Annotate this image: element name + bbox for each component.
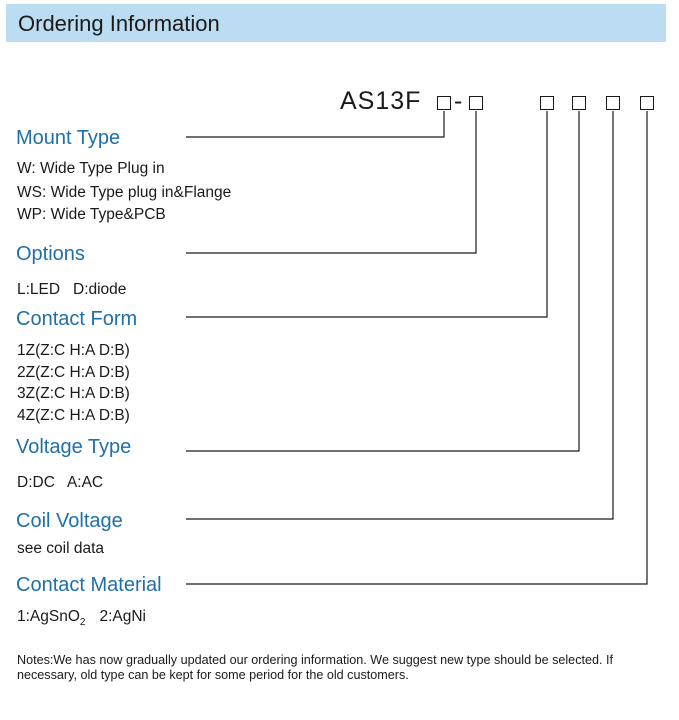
- section-title-contact-material: Contact Material: [16, 574, 162, 596]
- mount-type-option: WP: Wide Type&PCB: [17, 206, 166, 223]
- notes-text: Notes:We has now gradually updated our ordering information. We suggest new type should be selected. If necessary, old type can be kept for some period for the old customers.: [17, 653, 613, 682]
- voltage-type-values: D:DC A:AC: [17, 474, 104, 491]
- contact-material-subscript: 2: [79, 617, 86, 629]
- section-title-mount-type: Mount Type: [16, 127, 121, 149]
- page-title: Ordering Information: [18, 11, 220, 36]
- section-title-voltage-type: Voltage Type: [16, 436, 132, 458]
- contact-form-option: 2Z(Z:C H:A D:B): [17, 364, 130, 381]
- code-separator: -: [454, 87, 464, 115]
- connector-contact-material: [186, 111, 647, 584]
- contact-form-option: 1Z(Z:C H:A D:B): [17, 342, 130, 359]
- contact-material-option-2: 2:AgNi: [99, 608, 146, 625]
- coil-voltage-note: see coil data: [17, 540, 105, 557]
- contact-form-option: 3Z(Z:C H:A D:B): [17, 385, 130, 402]
- options-values: L:LED D:diode: [17, 281, 127, 298]
- connector-contact-form: [186, 111, 547, 317]
- code-prefix: AS13F: [340, 87, 422, 115]
- contact-form-option: 4Z(Z:C H:A D:B): [17, 407, 130, 424]
- mount-type-option: WS: Wide Type plug in&Flange: [17, 184, 232, 201]
- connector-mount-type: [186, 111, 444, 137]
- contact-material-values: [17, 605, 146, 634]
- section-title-options: Options: [16, 243, 85, 265]
- connector-coil-voltage: [186, 111, 613, 519]
- section-title-contact-form: Contact Form: [16, 308, 138, 330]
- section-title-coil-voltage: Coil Voltage: [16, 510, 123, 532]
- mount-type-option: W: Wide Type Plug in: [17, 160, 165, 177]
- contact-material-option-1: 1:AgSnO: [17, 608, 80, 625]
- connector-voltage-type: [186, 111, 579, 451]
